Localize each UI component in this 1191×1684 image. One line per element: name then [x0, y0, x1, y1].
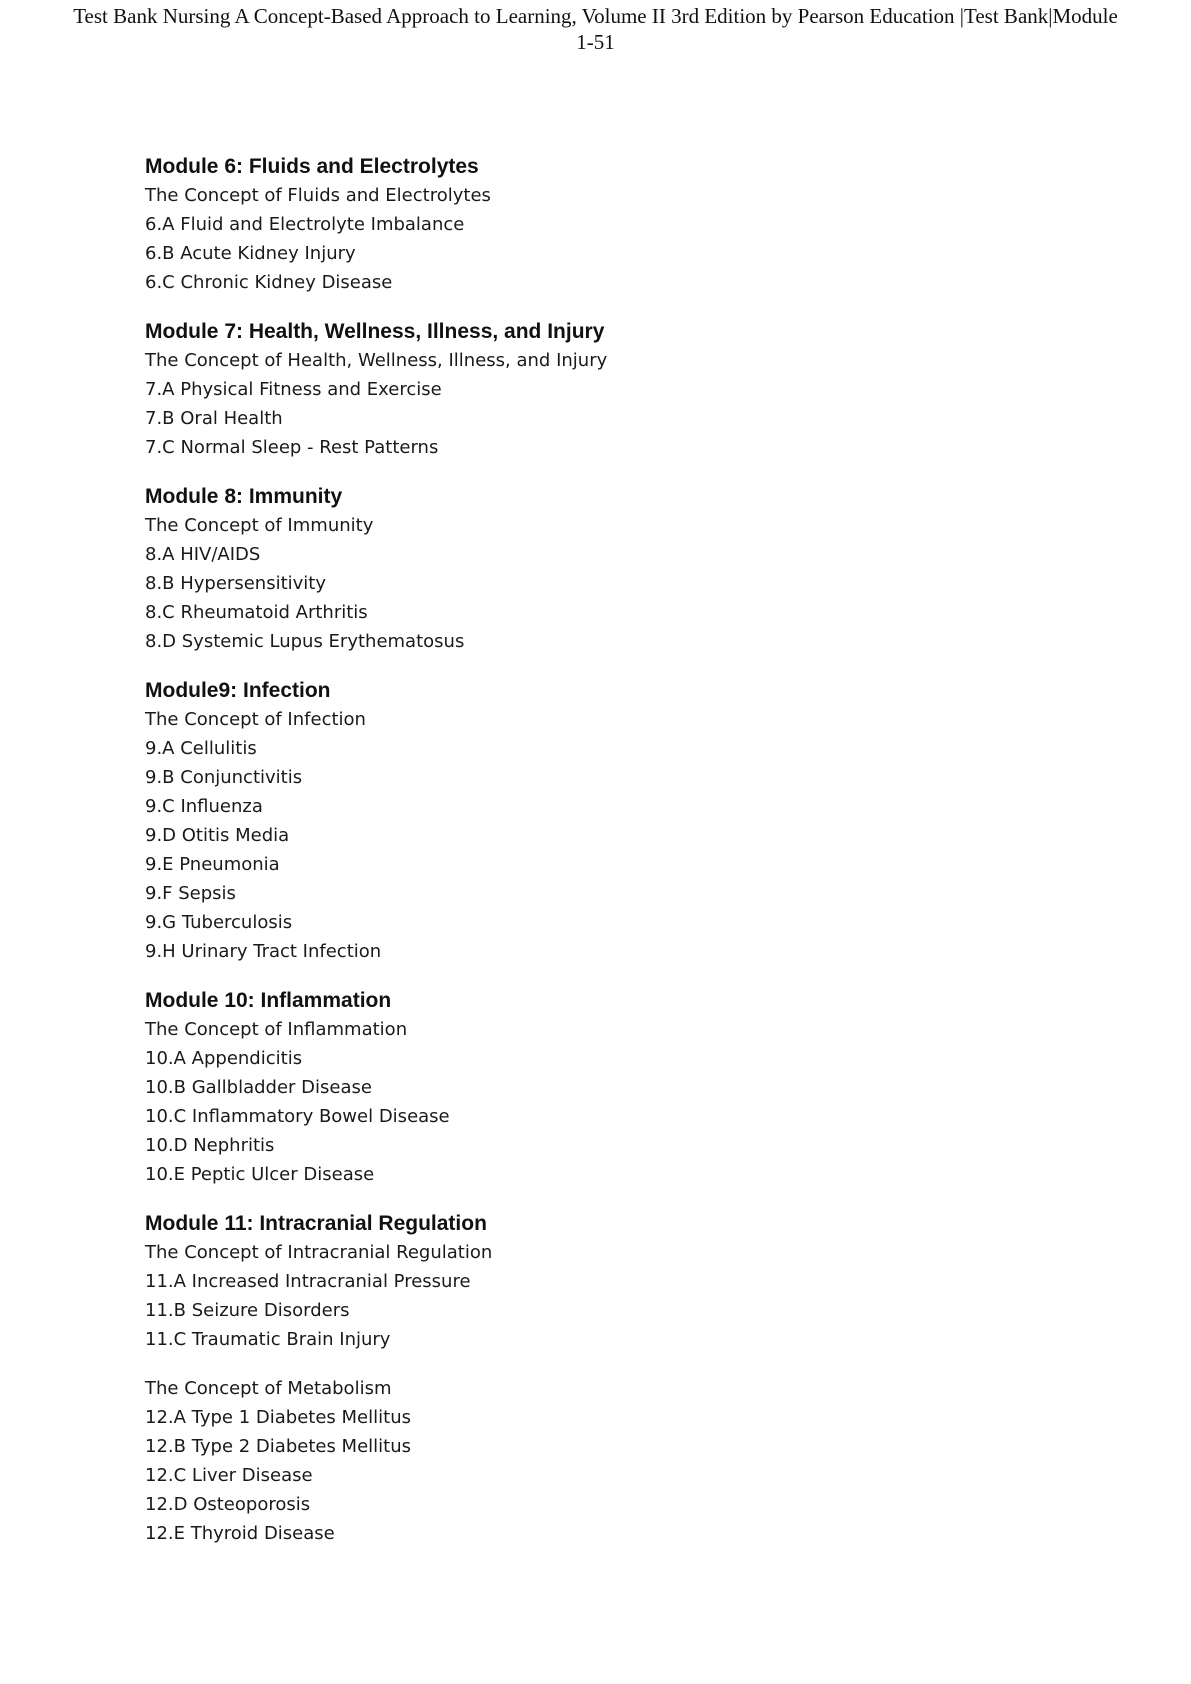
- topic-item: 12.A Type 1 Diabetes Mellitus: [145, 1407, 411, 1428]
- topic-item: 9.H Urinary Tract Infection: [145, 941, 382, 962]
- topic-item: 10.A Appendicitis: [145, 1048, 303, 1069]
- topic-item: 8.B Hypersensitivity: [145, 573, 326, 594]
- topic-item: 6.A Fluid and Electrolyte Imbalance: [145, 214, 465, 235]
- topic-item: 11.A Increased Intracranial Pressure: [145, 1271, 471, 1292]
- module-title: Module 7: Health, Wellness, Illness, and Injury: [145, 320, 605, 343]
- topic-item: 9.G Tuberculosis: [145, 912, 293, 933]
- topic-item: 11.C Traumatic Brain Injury: [145, 1329, 391, 1350]
- topic-item: 11.B Seizure Disorders: [145, 1300, 350, 1321]
- topic-item: 9.D Otitis Media: [145, 825, 290, 846]
- header-line-1: Test Bank Nursing A Concept-Based Approach to Learning, Volume II 3rd Edition by Pearson Education |Test Bank|Module: [73, 4, 1118, 28]
- topic-item: 7.C Normal Sleep - Rest Patterns: [145, 437, 439, 458]
- topic-item: 8.C Rheumatoid Arthritis: [145, 602, 368, 623]
- topic-item: The Concept of Inflammation: [145, 1019, 408, 1040]
- topic-item: The Concept of Fluids and Electrolytes: [145, 185, 491, 206]
- topic-item: 8.D Systemic Lupus Erythematosus: [145, 631, 465, 652]
- topic-item: 8.A HIV/AIDS: [145, 544, 261, 565]
- topic-item: 10.D Nephritis: [145, 1135, 275, 1156]
- topic-item: 12.B Type 2 Diabetes Mellitus: [145, 1436, 412, 1457]
- topic-item: 9.E Pneumonia: [145, 854, 280, 875]
- topic-item: 12.E Thyroid Disease: [145, 1523, 335, 1544]
- topic-item: 9.A Cellulitis: [145, 738, 257, 759]
- module-section: [145, 986, 1045, 1189]
- module-title: Module 8: Immunity: [145, 485, 343, 508]
- module-title: Module 10: Inflammation: [145, 989, 392, 1012]
- topic-item: 9.C Influenza: [145, 796, 263, 817]
- topic-list: [145, 511, 1045, 656]
- topic-list: [145, 705, 1045, 966]
- topic-list: [145, 1238, 1045, 1354]
- topic-list: [145, 181, 1045, 297]
- module-section: [145, 152, 1045, 297]
- topic-item: 9.B Conjunctivitis: [145, 767, 303, 788]
- topic-item: 10.B Gallbladder Disease: [145, 1077, 372, 1098]
- module-list: [145, 152, 1045, 1568]
- topic-item: 10.E Peptic Ulcer Disease: [145, 1164, 375, 1185]
- module-section: [145, 1374, 1045, 1548]
- topic-item: 10.C Inflammatory Bowel Disease: [145, 1106, 450, 1127]
- module-section: [145, 482, 1045, 656]
- module-section: [145, 1209, 1045, 1354]
- topic-list: [145, 1015, 1045, 1189]
- module-title: Module9: Infection: [145, 679, 331, 702]
- module-title: Module 11: Intracranial Regulation: [145, 1212, 487, 1235]
- topic-list: [145, 346, 1045, 462]
- topic-item: The Concept of Immunity: [145, 515, 374, 536]
- header-line-2: 1-51: [576, 30, 615, 54]
- module-section: [145, 317, 1045, 462]
- topic-item: The Concept of Intracranial Regulation: [145, 1242, 493, 1263]
- topic-item: 12.C Liver Disease: [145, 1465, 313, 1486]
- topic-item: 7.A Physical Fitness and Exercise: [145, 379, 442, 400]
- running-header: [30, 3, 1161, 55]
- topic-item: 6.B Acute Kidney Injury: [145, 243, 356, 264]
- topic-list: [145, 1374, 1045, 1548]
- topic-item: The Concept of Infection: [145, 709, 366, 730]
- module-section: [145, 676, 1045, 966]
- module-title: Module 6: Fluids and Electrolytes: [145, 155, 479, 178]
- topic-item: 7.B Oral Health: [145, 408, 283, 429]
- topic-item: The Concept of Health, Wellness, Illness, and Injury: [145, 350, 608, 371]
- topic-item: 6.C Chronic Kidney Disease: [145, 272, 393, 293]
- topic-item: 12.D Osteoporosis: [145, 1494, 311, 1515]
- topic-item: 9.F Sepsis: [145, 883, 236, 904]
- topic-item: The Concept of Metabolism: [145, 1378, 392, 1399]
